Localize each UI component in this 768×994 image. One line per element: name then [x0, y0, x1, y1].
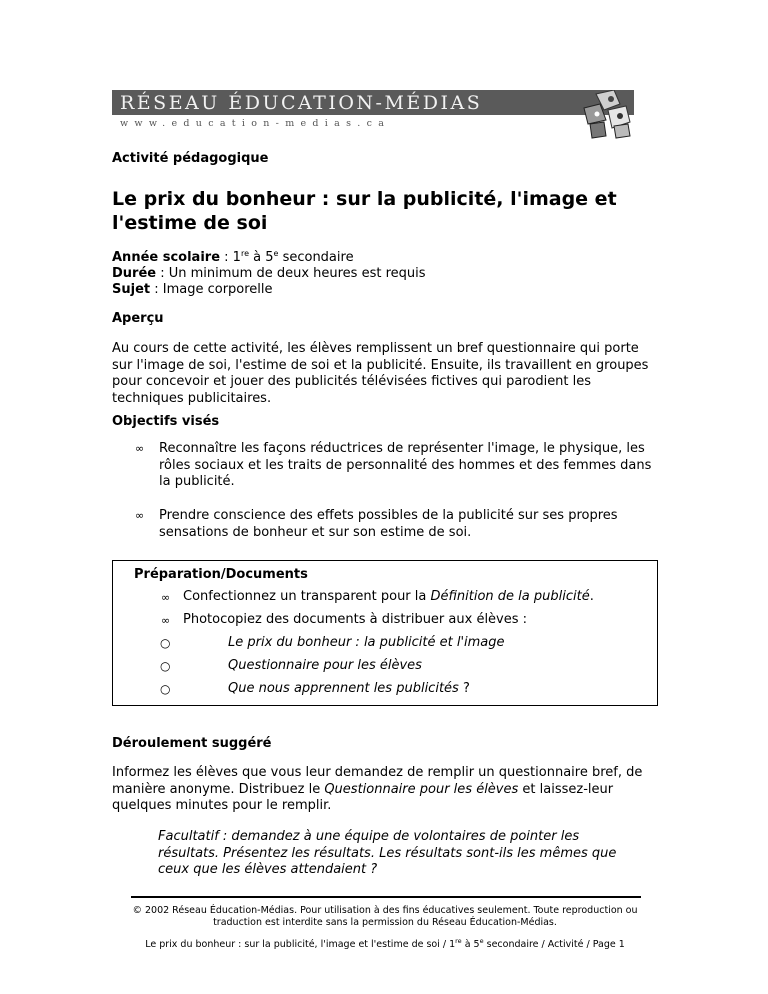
- bullet-icon: ∞: [135, 442, 145, 455]
- annee-text: : 1: [220, 250, 241, 265]
- deroulement-heading: Déroulement suggéré: [112, 736, 272, 751]
- para-text: Informez les élèves que vous leur demandez de remplir un questionnaire bref, de manière anonyme. Distribuez le: [112, 765, 643, 797]
- duree-label: Durée: [112, 266, 157, 281]
- footer-divider: [131, 896, 641, 898]
- bullet-icon: ∞: [161, 591, 171, 604]
- duree-value: : Un minimum de deux heures est requis: [156, 266, 426, 281]
- document-item: Questionnaire pour les élèves: [228, 658, 422, 673]
- footer-text: Le prix du bonheur : sur la publicité, l'image et l'estime de soi / 1: [145, 939, 456, 950]
- document-text: ?: [458, 681, 470, 696]
- document-emphasis: Que nous apprennent les publicités: [228, 681, 459, 696]
- annee-label: Année scolaire: [112, 250, 221, 265]
- bullet-icon: ∞: [161, 614, 171, 627]
- page-footer: [112, 939, 658, 950]
- footer-sup: re: [455, 937, 462, 945]
- apercu-heading: Aperçu: [112, 311, 164, 326]
- objectifs-heading: Objectifs visés: [112, 414, 220, 429]
- deroulement-text: [112, 765, 657, 815]
- circle-bullet-icon: ○: [160, 636, 171, 650]
- org-title: RÉSEAU ÉDUCATION-MÉDIAS: [120, 92, 483, 114]
- meta-sujet: [112, 282, 273, 298]
- document-item: [228, 681, 470, 696]
- footer-text: à 5: [461, 939, 480, 950]
- annee-sup: re: [240, 249, 249, 258]
- item-text: Confectionnez un transparent pour la: [183, 589, 431, 604]
- preparation-item: [183, 589, 594, 604]
- copyright-notice: © 2002 Réseau Éducation-Médias. Pour utilisation à des fins éducatives seulement. Toute reproduction ou traduction est interdite sans la permission du Réseau Éducation-Médias.: [132, 905, 638, 928]
- page-title: Le prix du bonheur : sur la publicité, l'image et l'estime de soi: [112, 188, 617, 234]
- meta-duree: [112, 266, 426, 282]
- para-text: et laissez-leur quelques minutes pour le remplir.: [112, 781, 614, 813]
- para-emphasis: Questionnaire pour les élèves: [324, 781, 519, 797]
- apercu-text: Au cours de cette activité, les élèves remplissent un bref questionnaire qui porte sur l'image de soi, l'estime de soi et la publicité. Ensuite, ils travaillent en groupes pour concevoir et jouer des publicités télévisées fictives qui parodient les techniques publicitaires.: [112, 341, 649, 406]
- item-emphasis: Définition de la publicité: [430, 589, 590, 604]
- logo-collage-icon: [544, 90, 634, 140]
- sujet-label: Sujet: [112, 282, 151, 297]
- preparation-heading: Préparation/Documents: [134, 567, 308, 582]
- annee-text: à 5: [249, 250, 274, 265]
- header-banner: [112, 90, 634, 130]
- annee-sup: e: [273, 249, 279, 258]
- document-item: Le prix du bonheur : la publicité et l'image: [228, 635, 505, 650]
- circle-bullet-icon: ○: [160, 682, 171, 696]
- optional-note: Facultatif : demandez à une équipe de volontaires de pointer les résultats. Présentez les résultats. Les résultats sont-ils les mêmes que ceux que les élèves attendaient ?: [158, 829, 617, 877]
- footer-sup: e: [479, 937, 484, 945]
- objectif-item: Reconnaître les façons réductrices de représenter l'image, le physique, les rôles sociaux et les traits de personnalité des hommes et des femmes dans la publicité.: [159, 441, 652, 489]
- bullet-icon: ∞: [135, 509, 145, 522]
- annee-text: secondaire: [278, 250, 354, 265]
- circle-bullet-icon: ○: [160, 659, 171, 673]
- meta-annee: [112, 250, 354, 266]
- preparation-item: Photocopiez des documents à distribuer aux élèves :: [183, 612, 528, 627]
- item-text: .: [589, 589, 594, 604]
- sujet-value: : Image corporelle: [150, 282, 273, 297]
- footer-text: secondaire / Activité / Page 1: [483, 939, 625, 950]
- org-url: www.education-medias.ca: [120, 118, 391, 129]
- activity-kicker: Activité pédagogique: [112, 151, 269, 166]
- objectif-item: Prendre conscience des effets possibles de la publicité sur ses propres sensations de bonheur et sur son estime de soi.: [159, 508, 618, 540]
